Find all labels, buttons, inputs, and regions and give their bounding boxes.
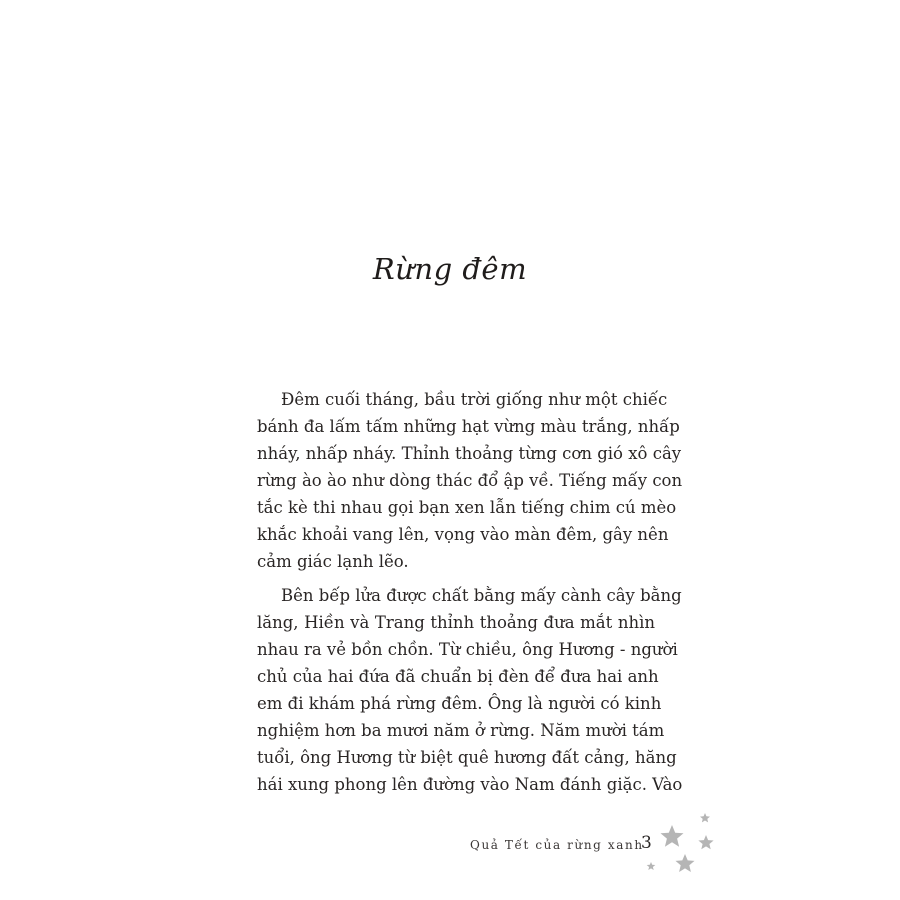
running-footer-title: Quả Tết của rừng xanh: [470, 838, 644, 852]
text-line: nhau ra vẻ bồn chồn. Từ chiều, ông Hương - người: [257, 640, 678, 659]
text-line: lăng, Hiền và Trang thỉnh thoảng đưa mắt nhìn: [257, 613, 655, 632]
text-line: chủ của hai đứa đã chuẩn bị đèn để đưa hai anh: [257, 667, 659, 686]
body-text: [257, 386, 683, 805]
paragraph-2: [257, 582, 683, 798]
text-line: bánh đa lấm tấm những hạt vừng màu trắng, nhấp: [257, 417, 680, 436]
star-large: [661, 825, 684, 847]
star-tiny: [647, 862, 656, 870]
text-line: Đêm cuối tháng, bầu trời giống như một chiếc: [281, 390, 668, 409]
star-medium-low: [676, 854, 695, 872]
text-line: cảm giác lạnh lẽo.: [257, 552, 409, 571]
page-number: 3: [641, 833, 652, 853]
star-small: [700, 813, 710, 822]
text-line: nháy, nhấp nháy. Thỉnh thoảng từng cơn gió xô cây: [257, 444, 682, 463]
paragraph-1: [257, 386, 683, 575]
text-line: tuổi, ông Hương từ biệt quê hương đất cảng, hăng: [257, 748, 677, 767]
text-line: rừng ào ào như dòng thác đổ ập về. Tiếng mấy con: [257, 471, 683, 490]
text-line: em đi khám phá rừng đêm. Ông là người có kinh: [257, 694, 662, 713]
star-medium: [698, 835, 713, 849]
stars-icon: [640, 808, 730, 883]
text-line: khắc khoải vang lên, vọng vào màn đêm, gây nên: [257, 525, 669, 544]
text-line: nghiệm hơn ba mươi năm ở rừng. Năm mười tám: [257, 721, 665, 740]
text-line: tắc kè thi nhau gọi bạn xen lẫn tiếng chim cú mèo: [257, 498, 677, 517]
chapter-title: Rừng đêm: [372, 252, 528, 286]
text-line: Bên bếp lửa được chất bằng mấy cành cây bằng: [281, 586, 682, 605]
text-line: hái xung phong lên đường vào Nam đánh giặc. Vào: [257, 775, 683, 794]
